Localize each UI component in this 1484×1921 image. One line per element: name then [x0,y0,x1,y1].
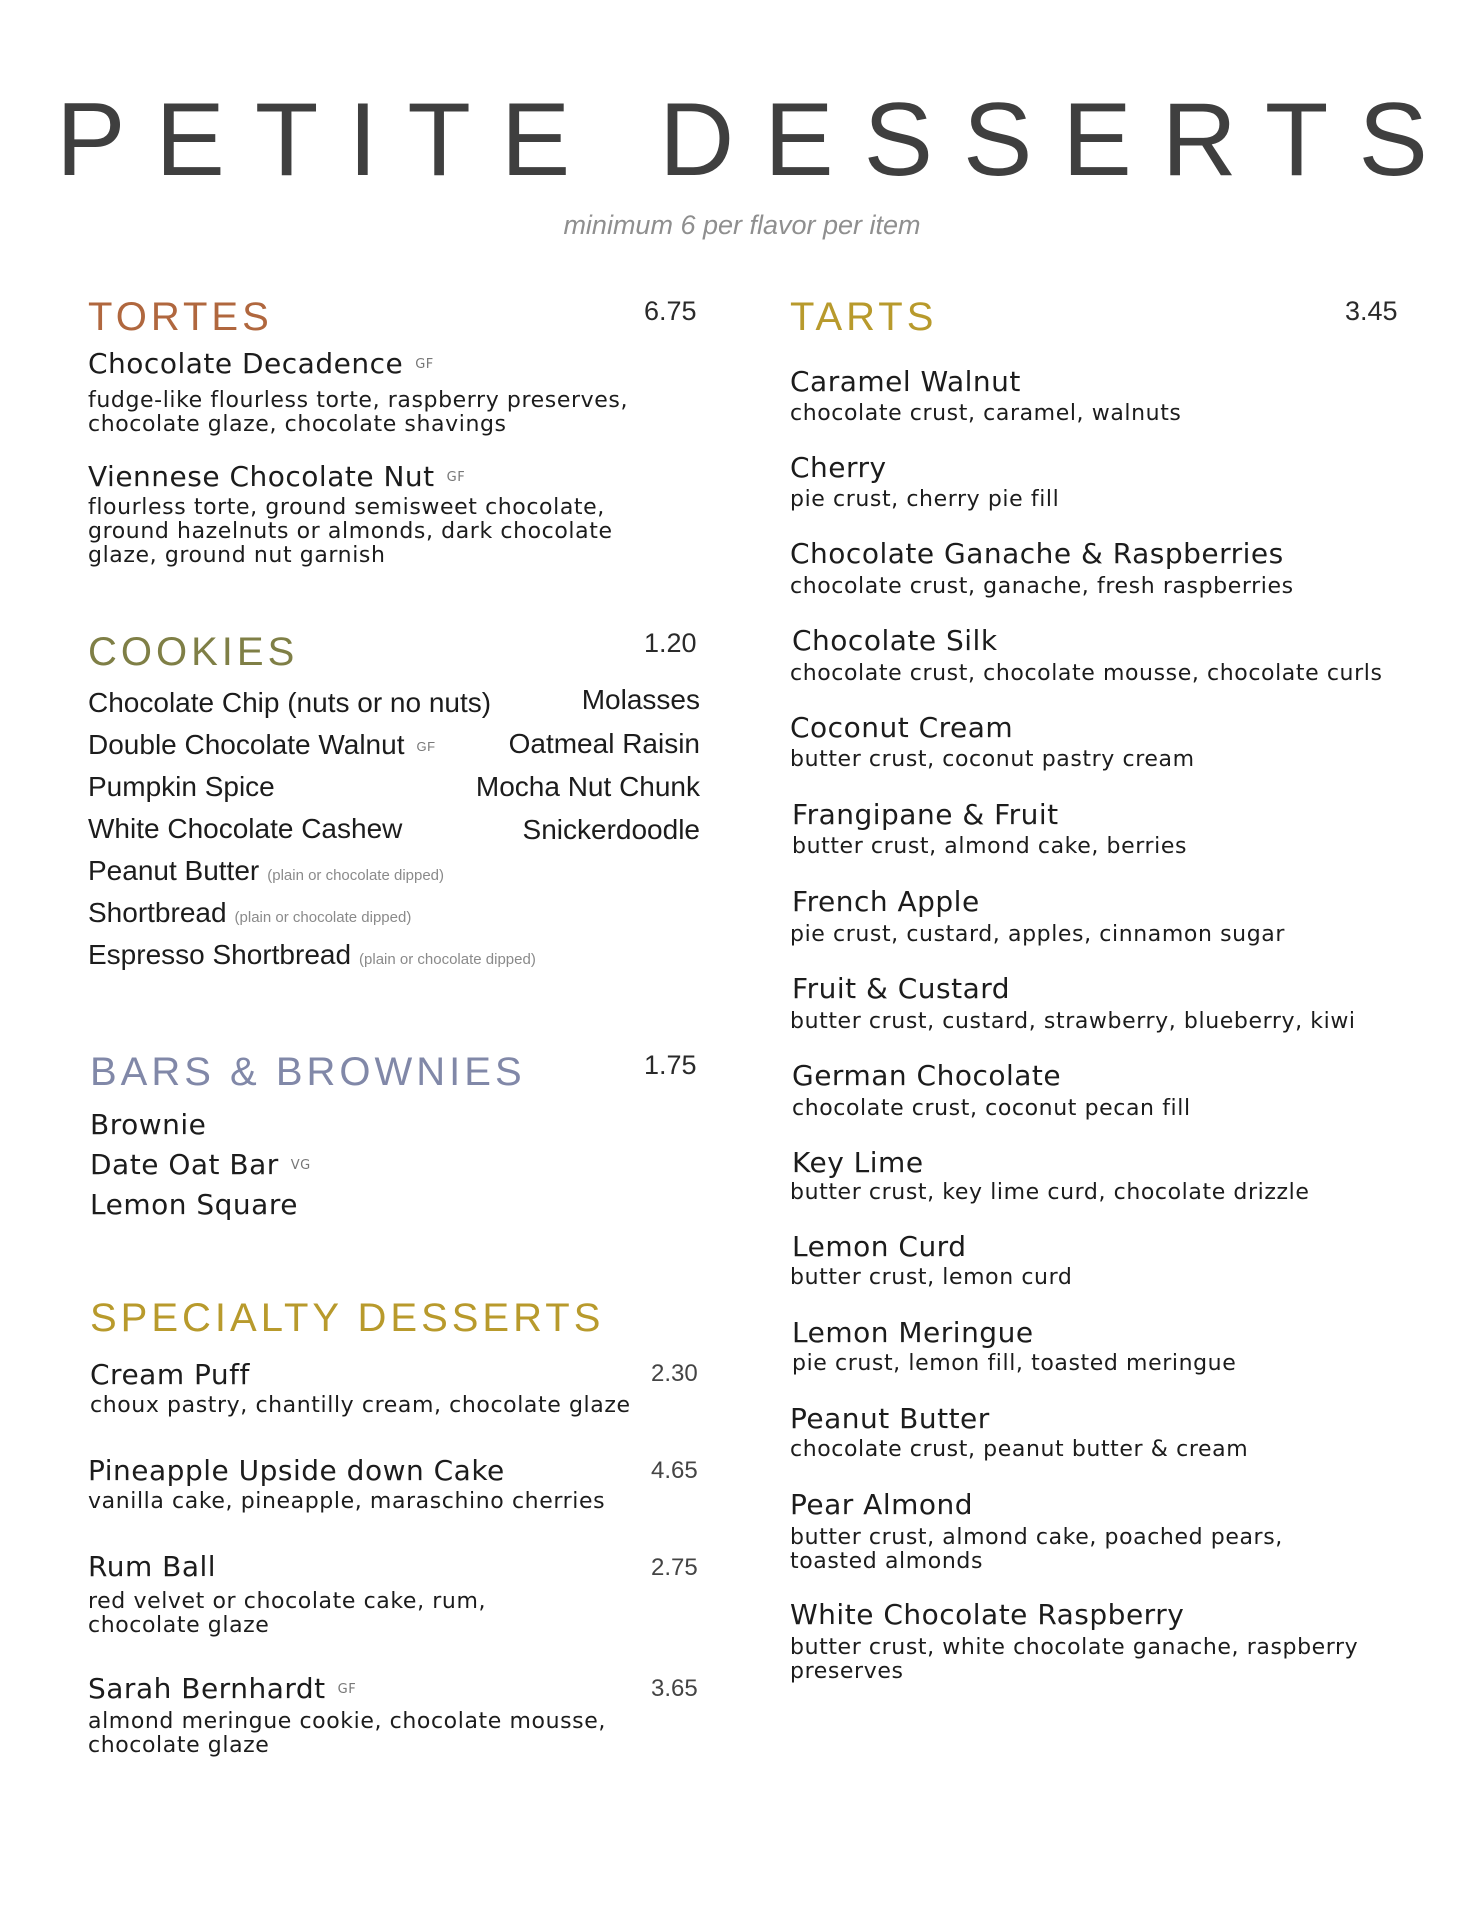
tart-item-desc: butter crust, custard, strawberry, blueberry, kiwi [790,1009,1356,1034]
cookie-note: (plain or chocolate dipped) [267,867,445,884]
specialty-item-desc: vanilla cake, pineapple, maraschino cherries [88,1489,606,1514]
specialty-item-desc: almond meringue cookie, chocolate mousse, chocolate glaze [88,1709,606,1758]
cookie-item: Mocha Nut Chunk [475,771,700,802]
cookie-item: Espresso Shortbread (plain or chocolate dipped) [88,939,536,970]
tart-item-desc: butter crust, almond cake, poached pears, toasted almonds [790,1525,1283,1574]
page-subtitle: minimum 6 per flavor per item [563,210,921,240]
specialty-item-name: Cream Puff [90,1358,250,1391]
tart-item-desc: butter crust, key lime curd, chocolate drizzle [790,1180,1310,1205]
cookie-note: (plain or chocolate dipped) [234,909,412,926]
tart-item-desc: chocolate crust, ganache, fresh raspberries [790,574,1294,599]
tart-item-name: Lemon Meringue [792,1316,1034,1349]
bar-item: Brownie [90,1108,207,1141]
specialty-title: SPECIALTY DESSERTS [90,1296,605,1340]
tart-item-name: Cherry [790,451,887,484]
torte-item-desc: fudge-like flourless torte, raspberry preserves, chocolate glaze, chocolate shavings [88,388,629,437]
vegan-tag: VG [290,1157,311,1173]
tart-item-name: Chocolate Ganache & Raspberries [790,537,1284,570]
specialty-item-price: 3.65 [651,1675,698,1702]
specialty-item-desc: red velvet or chocolate cake, rum, chocolate glaze [88,1589,487,1638]
bars-title: BARS & BROWNIES [90,1050,526,1094]
gluten-free-tag: GF [446,469,466,485]
specialty-item-price: 4.65 [651,1457,698,1484]
cookie-item: Peanut Butter (plain or chocolate dipped) [88,855,445,886]
cookie-item: Chocolate Chip (nuts or no nuts) [88,687,492,718]
torte-item-name: Chocolate Decadence GF [88,347,434,380]
cookie-item: Oatmeal Raisin [508,728,700,759]
tart-item-name: Key Lime [792,1146,924,1179]
cookie-note: (plain or chocolate dipped) [359,951,536,968]
torte-item-desc: flourless torte, ground semisweet chocolate, ground hazelnuts or almonds, dark chocolate glaze, ground nut garnish [88,495,613,568]
tart-item-name: German Chocolate [792,1059,1062,1092]
tart-item-name: Frangipane & Fruit [792,798,1059,831]
tart-item-name: Coconut Cream [790,711,1014,744]
cookie-item: Pumpkin Spice [88,771,275,802]
bar-item: Lemon Square [90,1188,298,1221]
tart-item-name: Lemon Curd [792,1230,967,1263]
tart-item-name: French Apple [792,885,980,918]
tart-item-name: Chocolate Silk [792,624,998,657]
tortes-price: 6.75 [644,296,697,326]
torte-item-name: Viennese Chocolate Nut GF [88,460,466,493]
tart-item-name: Caramel Walnut [790,365,1021,398]
bars-price: 1.75 [644,1050,697,1080]
tarts-title: TARTS [790,295,938,339]
page-title: PETITE DESSERTS [56,82,1458,198]
gluten-free-tag: GF [416,739,436,755]
gluten-free-tag: GF [337,1681,357,1697]
tart-item-desc: chocolate crust, chocolate mousse, chocolate curls [790,661,1383,686]
tart-item-name: White Chocolate Raspberry [790,1598,1185,1631]
tart-item-name: Pear Almond [790,1488,974,1521]
cookie-item: Snickerdoodle [522,814,700,845]
specialty-item-desc: choux pastry, chantilly cream, chocolate glaze [90,1393,631,1418]
tart-item-name: Fruit & Custard [792,972,1011,1005]
cookies-price: 1.20 [644,628,697,658]
gluten-free-tag: GF [415,356,434,372]
tart-item-desc: butter crust, white chocolate ganache, raspberry preserves [790,1635,1359,1684]
specialty-item-price: 2.75 [651,1554,698,1581]
tart-item-desc: pie crust, lemon fill, toasted meringue [792,1351,1237,1376]
bar-item: Date Oat Bar VG [90,1148,311,1181]
cookie-item: White Chocolate Cashew [88,813,403,844]
tart-item-desc: pie crust, custard, apples, cinnamon sugar [790,922,1285,947]
specialty-item-name: Sarah Bernhardt GF [88,1672,357,1705]
cookie-item: Double Chocolate Walnut GF [88,729,436,760]
cookie-item: Molasses [581,684,700,715]
specialty-item-name: Rum Ball [88,1550,217,1583]
specialty-item-price: 2.30 [651,1360,698,1387]
tarts-price: 3.45 [1345,296,1398,326]
tart-item-desc: chocolate crust, caramel, walnuts [790,401,1182,426]
tortes-title: TORTES [88,295,273,339]
tart-item-desc: butter crust, lemon curd [790,1265,1073,1290]
tart-item-desc: chocolate crust, coconut pecan fill [792,1096,1191,1121]
tart-item-desc: pie crust, cherry pie fill [790,487,1060,512]
tart-item-desc: butter crust, almond cake, berries [792,834,1188,859]
cookie-item: Shortbread (plain or chocolate dipped) [88,897,412,928]
tart-item-desc: butter crust, coconut pastry cream [790,747,1195,772]
tart-item-name: Peanut Butter [790,1402,990,1435]
tart-item-desc: chocolate crust, peanut butter & cream [790,1437,1249,1462]
cookies-title: COOKIES [88,630,299,674]
specialty-item-name: Pineapple Upside down Cake [88,1454,505,1487]
